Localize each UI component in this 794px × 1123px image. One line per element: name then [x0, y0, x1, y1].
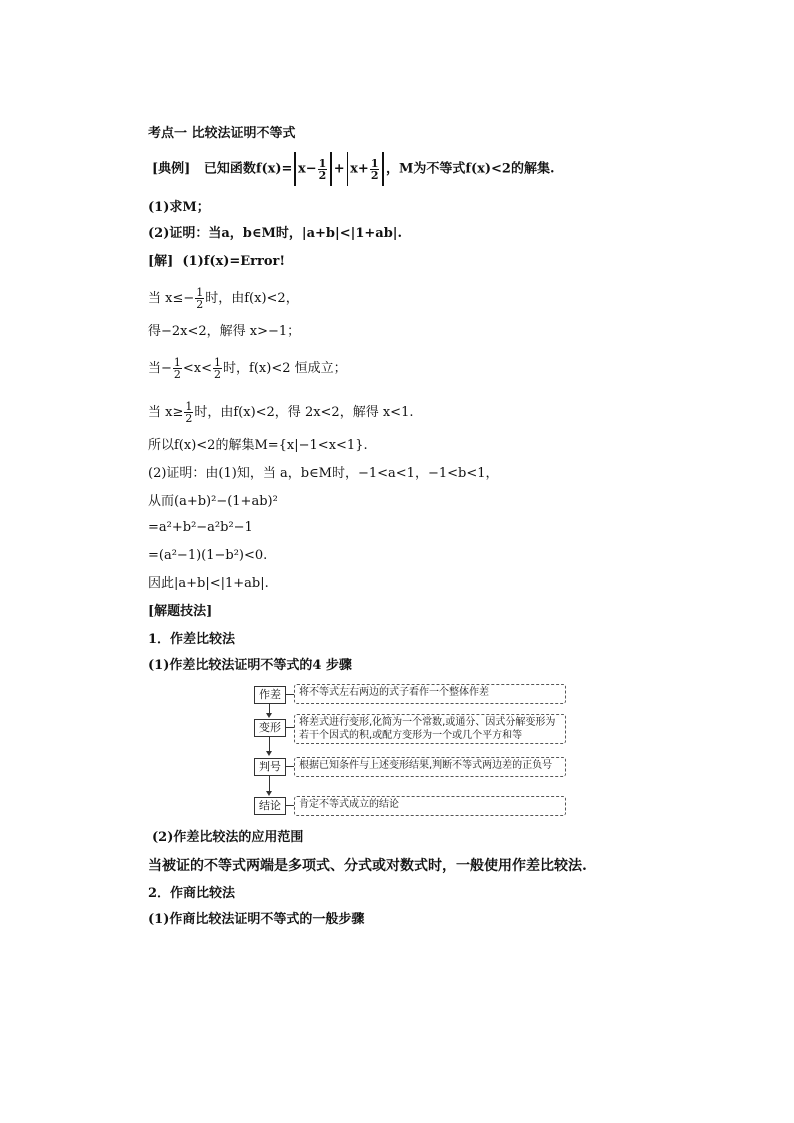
- solution-line-11: 因此|a+b|<|1+ab|.: [148, 576, 269, 591]
- solution-line-6: 所以f(x)<2的解集M={x|−1<x<1}.: [148, 438, 368, 453]
- example-tag: [典例]: [152, 161, 191, 177]
- question-2: (2)证明：当a，b∈M时，|a+b|<|1+ab|.: [148, 226, 403, 241]
- frac-n: 1: [214, 356, 222, 369]
- method-2-title: 2．作商比较法: [148, 886, 236, 901]
- section-title: 考点一 比较法证明不等式: [148, 126, 296, 141]
- method-tag: [解题技法]: [148, 604, 213, 619]
- method-2-subtitle: (1)作商比较法证明不等式的一般步骤: [148, 912, 365, 927]
- half-den-1: 2: [318, 168, 327, 182]
- example-fx: f(x)=: [255, 161, 293, 177]
- solution-line-4: [148, 354, 347, 384]
- flow-desc-1: 将不等式左右两边的式子看作一个整体作差: [294, 684, 566, 704]
- example-intro: 已知函数: [203, 161, 256, 177]
- flow-arrowhead: [266, 751, 272, 756]
- solution-tag: [解]: [148, 254, 174, 269]
- abs-term-2: x+: [350, 161, 369, 177]
- flow-step-4: 结论: [254, 797, 286, 815]
- sol-l5b: 时，由f(x)<2，得 2x<2，解得 x<1.: [194, 405, 414, 420]
- frac-d: 2: [173, 368, 181, 381]
- example-statement: [152, 152, 554, 187]
- solution-line-9: =a²+b²−a²b²−1: [148, 520, 253, 535]
- frac-d: 2: [196, 298, 204, 311]
- half-num-1: 1: [318, 156, 327, 170]
- flowchart: [254, 684, 570, 820]
- flow-connector: [285, 766, 294, 767]
- method-1-subtitle-2: (2)作差比较法的应用范围: [152, 830, 304, 845]
- flow-step-2: 变形: [254, 719, 286, 737]
- solution-line-7: (2)证明：由(1)知，当 a，b∈M时，−1<a<1，−1<b<1，: [148, 466, 499, 481]
- solution-line-8: 从而(a+b)²−(1+ab)²: [148, 494, 278, 509]
- solution-line-10: =(a²−1)(1−b²)<0.: [148, 548, 268, 563]
- flow-desc-3: 根据已知条件与上述变形结果,判断不等式两边差的正负号: [294, 757, 566, 777]
- flow-desc-2: 将差式进行变形,化简为一个常数,或通分、因式分解变形为若干个因式的积,或配方变形为一个或几个平方和等: [294, 714, 566, 744]
- frac-n: 1: [185, 400, 193, 413]
- solution-line-5: [148, 398, 413, 428]
- method-1-title: 1．作差比较法: [148, 632, 236, 647]
- method-1-subtitle: (1)作差比较法证明不等式的4 步骤: [148, 658, 352, 673]
- sol-l4b: <x<: [182, 361, 213, 376]
- flow-arrow: [269, 737, 270, 751]
- frac-n: 1: [173, 356, 181, 369]
- frac-d: 2: [185, 412, 193, 425]
- sol-l4a: 当−: [148, 361, 172, 376]
- flow-step-3: 判号: [254, 758, 286, 776]
- sol-l4c: 时，f(x)<2 恒成立；: [223, 361, 347, 376]
- flow-arrowhead: [266, 791, 272, 796]
- sol-l5a: 当 x≥: [148, 405, 184, 420]
- half-num-2: 1: [370, 156, 379, 170]
- flow-arrowhead: [266, 713, 272, 718]
- solution-line-2: [148, 284, 299, 314]
- flow-arrow: [269, 776, 270, 792]
- example-tail: ，M为不等式f(x)<2的解集.: [385, 161, 555, 177]
- solution-piecewise: (1)f(x)=Error!: [182, 254, 286, 269]
- flow-step-1: 作差: [254, 686, 286, 704]
- plus-sign: +: [333, 161, 345, 177]
- frac-d: 2: [214, 368, 222, 381]
- solution-line-1: [148, 252, 285, 272]
- frac-n: 1: [196, 286, 204, 299]
- flow-connector: [285, 727, 294, 728]
- question-1: (1)求M；: [148, 200, 210, 215]
- flow-desc-4: 肯定不等式成立的结论: [294, 796, 566, 816]
- flow-connector: [285, 805, 294, 806]
- solution-line-3: 得−2x<2，解得 x>−1；: [148, 324, 301, 339]
- sol-l2a: 当 x≤−: [148, 291, 195, 306]
- half-den-2: 2: [370, 168, 379, 182]
- abs-term-1: x−: [297, 161, 317, 177]
- method-1-text: 当被证的不等式两端是多项式、分式或对数式时，一般使用作差比较法.: [148, 858, 587, 874]
- flow-connector: [285, 694, 294, 695]
- sol-l2b: 时，由f(x)<2，: [205, 291, 299, 306]
